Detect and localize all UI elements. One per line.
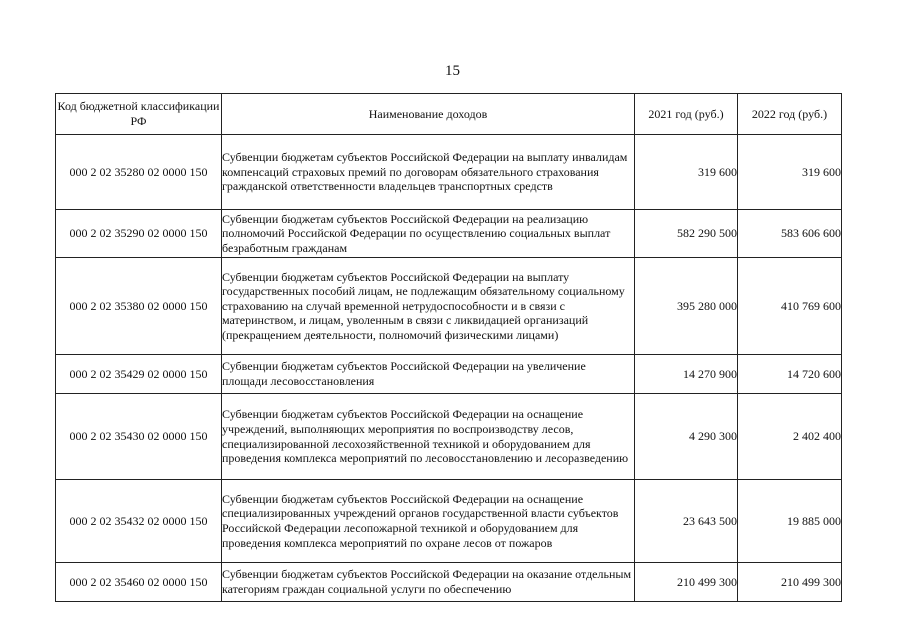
cell-name: Субвенции бюджетам субъектов Российской Федерации на реализацию полномочий Российской Федерации по осуществлению социальных выплат безработным гражданам [222, 210, 635, 258]
cell-2022: 2 402 400 [738, 394, 842, 480]
cell-2022: 14 720 600 [738, 355, 842, 394]
cell-name: Субвенции бюджетам субъектов Российской Федерации на увеличение площади лесовосстановления [222, 355, 635, 394]
cell-name: Субвенции бюджетам субъектов Российской Федерации на выплату государственных пособий лицам, не подлежащим обязательному социальному страхованию на случай временной нетрудоспособности и в связи с материнством, и лицам, уволенным в связи с ликвидацией организаций (прекращением деятельности, полномочий физическими лицами) [222, 258, 635, 355]
cell-code: 000 2 02 35380 02 0000 150 [56, 258, 222, 355]
header-2021: 2021 год (руб.) [635, 94, 738, 135]
cell-code: 000 2 02 35430 02 0000 150 [56, 394, 222, 480]
cell-code: 000 2 02 35280 02 0000 150 [56, 135, 222, 210]
cell-code: 000 2 02 35432 02 0000 150 [56, 480, 222, 563]
header-2022: 2022 год (руб.) [738, 94, 842, 135]
cell-2022: 210 499 300 [738, 563, 842, 602]
cell-2022: 19 885 000 [738, 480, 842, 563]
table-row [56, 480, 842, 563]
cell-code: 000 2 02 35290 02 0000 150 [56, 210, 222, 258]
cell-name: Субвенции бюджетам субъектов Российской Федерации на оснащение специализированных учреждений органов государственной власти субъектов Российской Федерации лесопожарной техникой и оборудованием для проведения комплекса мероприятий по охране лесов от пожаров [222, 480, 635, 563]
cell-code: 000 2 02 35460 02 0000 150 [56, 563, 222, 602]
cell-2022: 410 769 600 [738, 258, 842, 355]
cell-2021: 395 280 000 [635, 258, 738, 355]
table-header-row [56, 94, 842, 135]
header-name: Наименование доходов [222, 94, 635, 135]
cell-2022: 319 600 [738, 135, 842, 210]
page-number: 15 [445, 63, 460, 79]
header-code: Код бюджетной классификации РФ [56, 94, 222, 135]
revenue-table [55, 93, 842, 602]
cell-2022: 583 606 600 [738, 210, 842, 258]
cell-2021: 4 290 300 [635, 394, 738, 480]
cell-code: 000 2 02 35429 02 0000 150 [56, 355, 222, 394]
cell-name: Субвенции бюджетам субъектов Российской Федерации на оснащение учреждений, выполняющих мероприятия по воспроизводству лесов, специализированной лесохозяйственной техникой и оборудованием для проведения комплекса мероприятий по лесовосстановлению и лесоразведению [222, 394, 635, 480]
table-row [56, 563, 842, 602]
cell-2021: 319 600 [635, 135, 738, 210]
cell-name: Субвенции бюджетам субъектов Российской Федерации на выплату инвалидам компенсаций страховых премий по договорам обязательного страхования гражданской ответственности владельцев транспортных средств [222, 135, 635, 210]
table-row [56, 210, 842, 258]
cell-2021: 23 643 500 [635, 480, 738, 563]
table-row [56, 258, 842, 355]
cell-2021: 210 499 300 [635, 563, 738, 602]
cell-2021: 14 270 900 [635, 355, 738, 394]
table-row [56, 394, 842, 480]
table-row [56, 355, 842, 394]
table-row [56, 135, 842, 210]
cell-2021: 582 290 500 [635, 210, 738, 258]
cell-name: Субвенции бюджетам субъектов Российской Федерации на оказание отдельным категориям граждан социальной услуги по обеспечению [222, 563, 635, 602]
